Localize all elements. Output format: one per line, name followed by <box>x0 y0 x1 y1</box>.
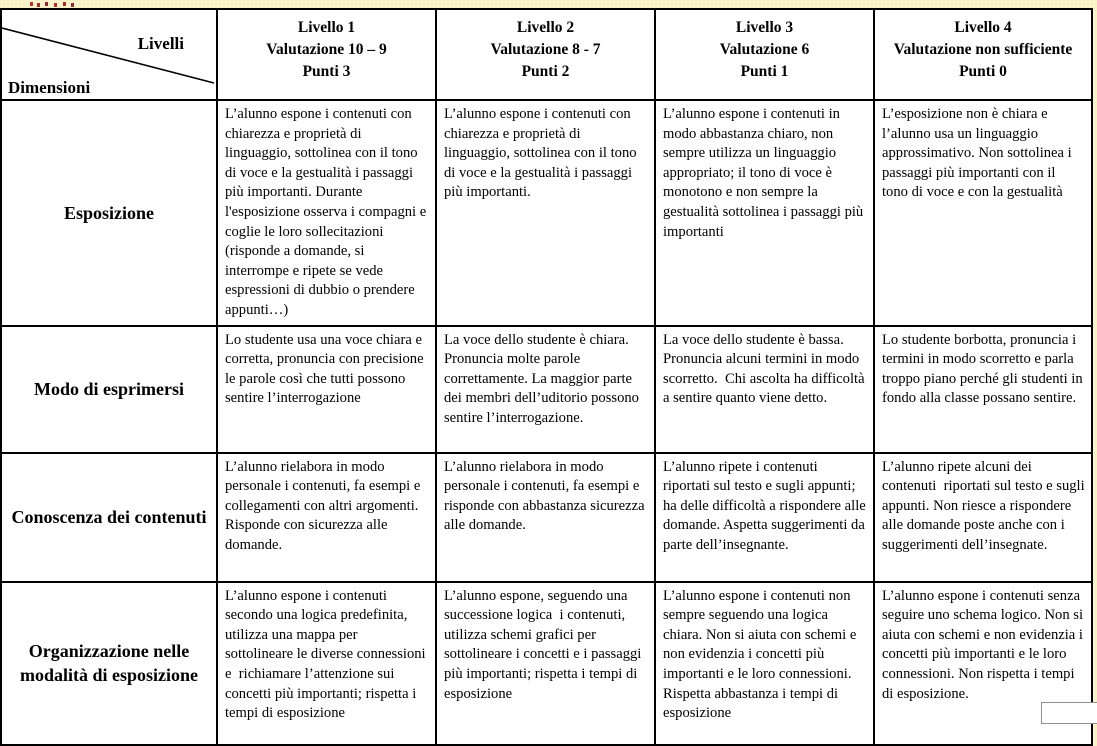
rubric-cell: Lo studente borbotta, pronuncia i termini in modo scorretto e parla troppo piano perché gli studenti in fondo alla classe possano sentire. <box>874 326 1092 453</box>
row-organizzazione <box>1 582 1092 745</box>
level-punti: Punti 2 <box>521 63 570 80</box>
column-header-livello-4 <box>874 9 1092 100</box>
column-header-livello-2 <box>436 9 655 100</box>
rubric-cell: L’alunno espone i contenuti con chiarezza e proprietà di linguaggio, sottolinea con il tono di voce e la gestualità i passaggi più importanti. <box>436 100 655 326</box>
row-conoscenza-dei-contenuti <box>1 453 1092 582</box>
rubric-cell: La voce dello studente è bassa. Pronuncia alcuni termini in modo scorretto. Chi ascolta ha difficoltà a sentire quanto viene detto. <box>655 326 874 453</box>
level-title: Livello 1 <box>297 19 356 36</box>
rubric-cell: L’alunno espone i contenuti senza seguire uno schema logico. Non si aiuta con schemi e non evidenzia i concetti più importanti e le loro connessioni. Non rispetta i tempi di esposizione. <box>874 582 1092 745</box>
corner-label-livelli: Livelli <box>137 34 184 53</box>
rubric-cell: Lo studente usa una voce chiara e corretta, pronuncia con precisione le parole così che tutti possono sentire l’interrogazione <box>217 326 436 453</box>
rubric-cell: L’alunno ripete alcuni dei contenuti riportati sul testo e sugli appunti. Non riesce a rispondere alle domande poste anche con i suggerimenti dell’insegnate. <box>874 453 1092 582</box>
rubric-cell: L’alunno espone, seguendo una successione logica i contenuti, utilizza schemi grafici per sottolineare i concetti e i passaggi più importanti; rispetta i tempi di esposizione <box>436 582 655 745</box>
rubric-cell: L’alunno espone i contenuti con chiarezza e proprietà di linguaggio, sottolinea con il tono di voce e la gestualità i passaggi più importanti. Durante l'esposizione osserva i compagni e coglie le loro sollecitazioni (risponde a domande, si interrompe e ripete se vede espressioni di dubbio o prendere appunti…) <box>217 100 436 326</box>
row-label-modo-di-esprimersi: Modo di esprimersi <box>1 326 217 453</box>
level-punti: Punti 0 <box>959 63 1007 80</box>
header-row <box>1 9 1092 100</box>
row-label-conoscenza-dei-contenuti: Conoscenza dei contenuti <box>1 453 217 582</box>
rubric-cell: L’alunno rielabora in modo personale i contenuti, fa esempi e risponde con abbastanza sicurezza alle domande. <box>436 453 655 582</box>
level-title: Livello 3 <box>735 19 794 36</box>
level-punti: Punti 3 <box>302 63 351 80</box>
level-valutazione: Valutazione non sufficiente <box>893 41 1073 58</box>
row-label-organizzazione: Organizzazione nelle modalità di esposizione <box>1 582 217 745</box>
level-punti: Punti 1 <box>740 63 789 80</box>
rubric-cell: L’alunno rielabora in modo personale i contenuti, fa esempi e collegamenti con altri argomenti. Risponde con sicurezza alle domande. <box>217 453 436 582</box>
row-label-esposizione: Esposizione <box>1 100 217 326</box>
evaluation-rubric-table <box>0 8 1093 746</box>
level-valutazione: Valutazione 10 – 9 <box>266 41 387 58</box>
corner-cell <box>1 9 217 100</box>
bottom-right-box <box>1041 702 1097 724</box>
clipped-red-annotation <box>30 1 78 7</box>
level-valutazione: Valutazione 6 <box>719 41 810 58</box>
row-modo-di-esprimersi <box>1 326 1092 453</box>
rubric-cell: L’alunno ripete i contenuti riportati sul testo e sugli appunti; ha delle difficoltà a rispondere alle domande. Aspetta suggerimenti da parte dell’insegnante. <box>655 453 874 582</box>
level-valutazione: Valutazione 8 - 7 <box>490 41 601 58</box>
corner-label-dimensioni: Dimensioni <box>8 78 91 97</box>
rubric-cell: L’alunno espone i contenuti secondo una logica predefinita, utilizza una mappa per sottolineare le diverse connessioni e richiamare l’attenzione sui concetti più importanti; rispetta i tempi di esposizione <box>217 582 436 745</box>
rubric-cell: L’esposizione non è chiara e l’alunno usa un linguaggio approssimativo. Non sottolinea i passaggi più importanti con il tono di voce e con la gestualità <box>874 100 1092 326</box>
level-title: Livello 4 <box>954 19 1012 36</box>
rubric-cell: L’alunno espone i contenuti in modo abbastanza chiaro, non sempre utilizza un linguaggio appropriato; il tono di voce è monotono e non sempre la gestualità sottolinea i passaggi più importanti <box>655 100 874 326</box>
row-esposizione <box>1 100 1092 326</box>
column-header-livello-3 <box>655 9 874 100</box>
level-title: Livello 2 <box>516 19 575 36</box>
column-header-livello-1 <box>217 9 436 100</box>
rubric-cell: La voce dello studente è chiara. Pronuncia molte parole correttamente. La maggior parte dei membri dell’uditorio possono sentire l’interrogazione. <box>436 326 655 453</box>
rubric-cell: L’alunno espone i contenuti non sempre seguendo una logica chiara. Non si aiuta con schemi e non evidenzia i concetti più importanti e le loro connessioni. Rispetta abbastanza i tempi di esposizione <box>655 582 874 745</box>
